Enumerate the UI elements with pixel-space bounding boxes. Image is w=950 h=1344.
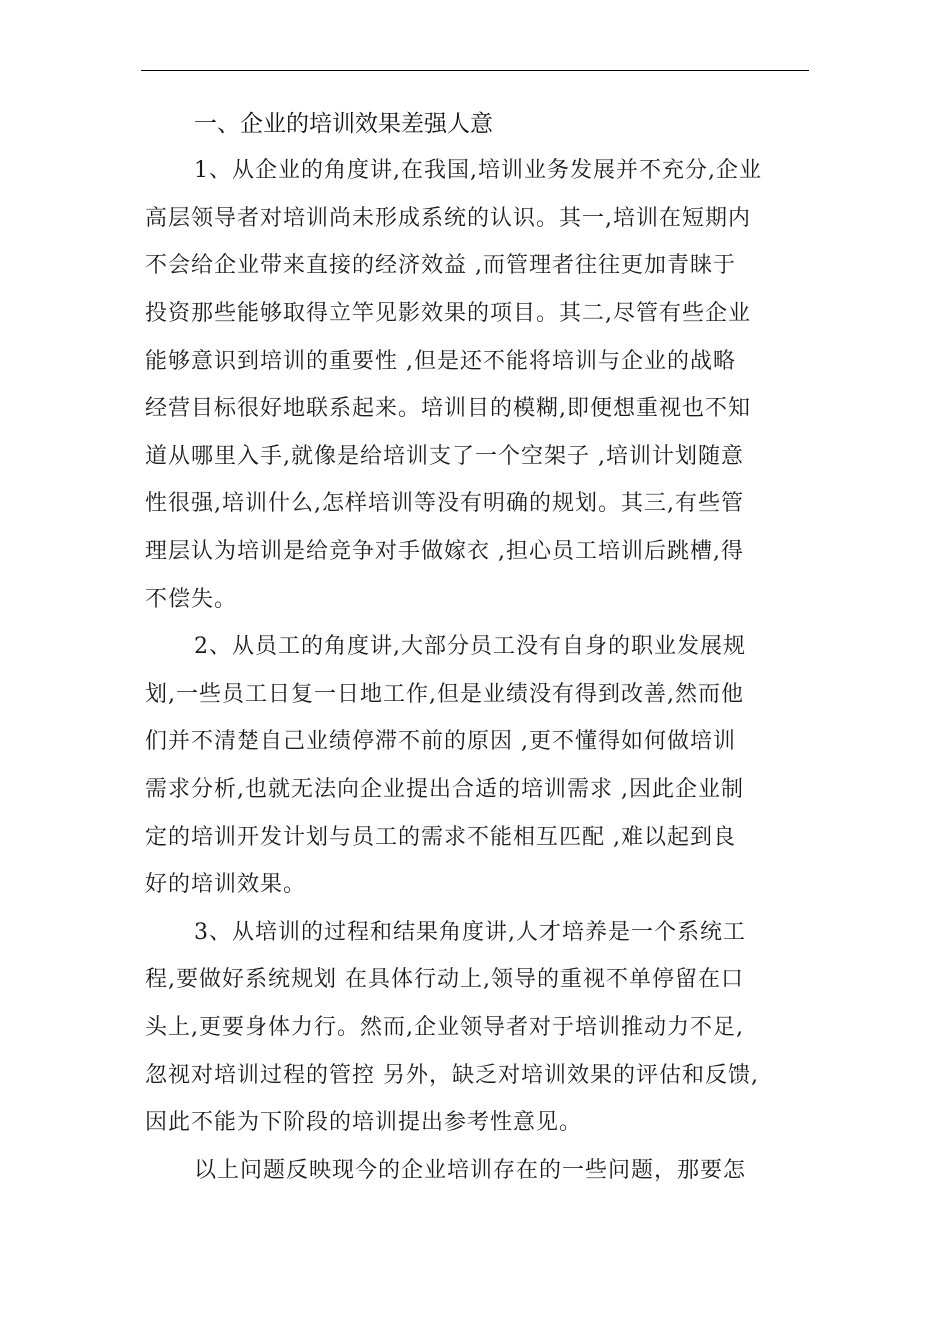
paragraph-line: 们并不清楚自己业绩停滞不前的原因 ,更不懂得如何做培训 [145,729,736,754]
paragraph-line: 程,要做好系统规划 在具体行动上,领导的重视不单停留在口 [145,967,744,992]
paragraph-line: 3、从培训的过程和结果角度讲,人才培养是一个系统工 [194,920,746,945]
paragraph-line: 1、从企业的角度讲,在我国,培训业务发展并不充分,企业 [194,158,762,183]
paragraph-line: 头上,更要身体力行。然而,企业领导者对于培训推动力不足, [145,1015,744,1040]
paragraph-line: 投资那些能够取得立竿见影效果的项目。其二,尽管有些企业 [145,301,751,326]
paragraph-line: 划,一些员工日复一日地工作,但是业绩没有得到改善,然而他 [145,682,744,707]
paragraph-line: 忽视对培训过程的管控 另外，缺乏对培训效果的评估和反馈, [145,1063,759,1088]
paragraph-line: 能够意识到培训的重要性 ,但是还不能将培训与企业的战略 [145,349,736,374]
section-heading: 一、企业的培训效果差强人意 [194,111,493,137]
paragraph-line: 需求分析,也就无法向企业提出合适的培训需求 ,因此企业制 [145,777,744,802]
paragraph-line: 以上问题反映现今的企业培训存在的一些问题，那要怎 [194,1158,747,1183]
paragraph-line: 性很强,培训什么,怎样培训等没有明确的规划。其三,有些管 [145,491,744,516]
paragraph-line: 经营目标很好地联系起来。培训目的模糊,即便想重视也不知 [145,396,751,421]
paragraph-line: 高层领导者对培训尚未形成系统的认识。其一,培训在短期内 [145,206,751,231]
paragraph-line: 好的培训效果。 [145,872,307,897]
paragraph-line: 道从哪里入手,就像是给培训支了一个空架子 ,培训计划随意 [145,444,744,469]
paragraph-line: 不会给企业带来直接的经济效益 ,而管理者往往更加青睐于 [145,253,736,278]
paragraph-line: 定的培训开发计划与员工的需求不能相互匹配 ,难以起到良 [145,825,736,850]
header-rule [141,70,809,71]
paragraph-line: 2、从员工的角度讲,大部分员工没有自身的职业发展规 [194,634,746,659]
paragraph-line: 因此不能为下阶段的培训提出参考性意见。 [145,1110,583,1135]
paragraph-line: 理层认为培训是给竞争对手做嫁衣 ,担心员工培训后跳槽,得 [145,539,744,564]
paragraph-line: 不偿失。 [145,587,238,612]
